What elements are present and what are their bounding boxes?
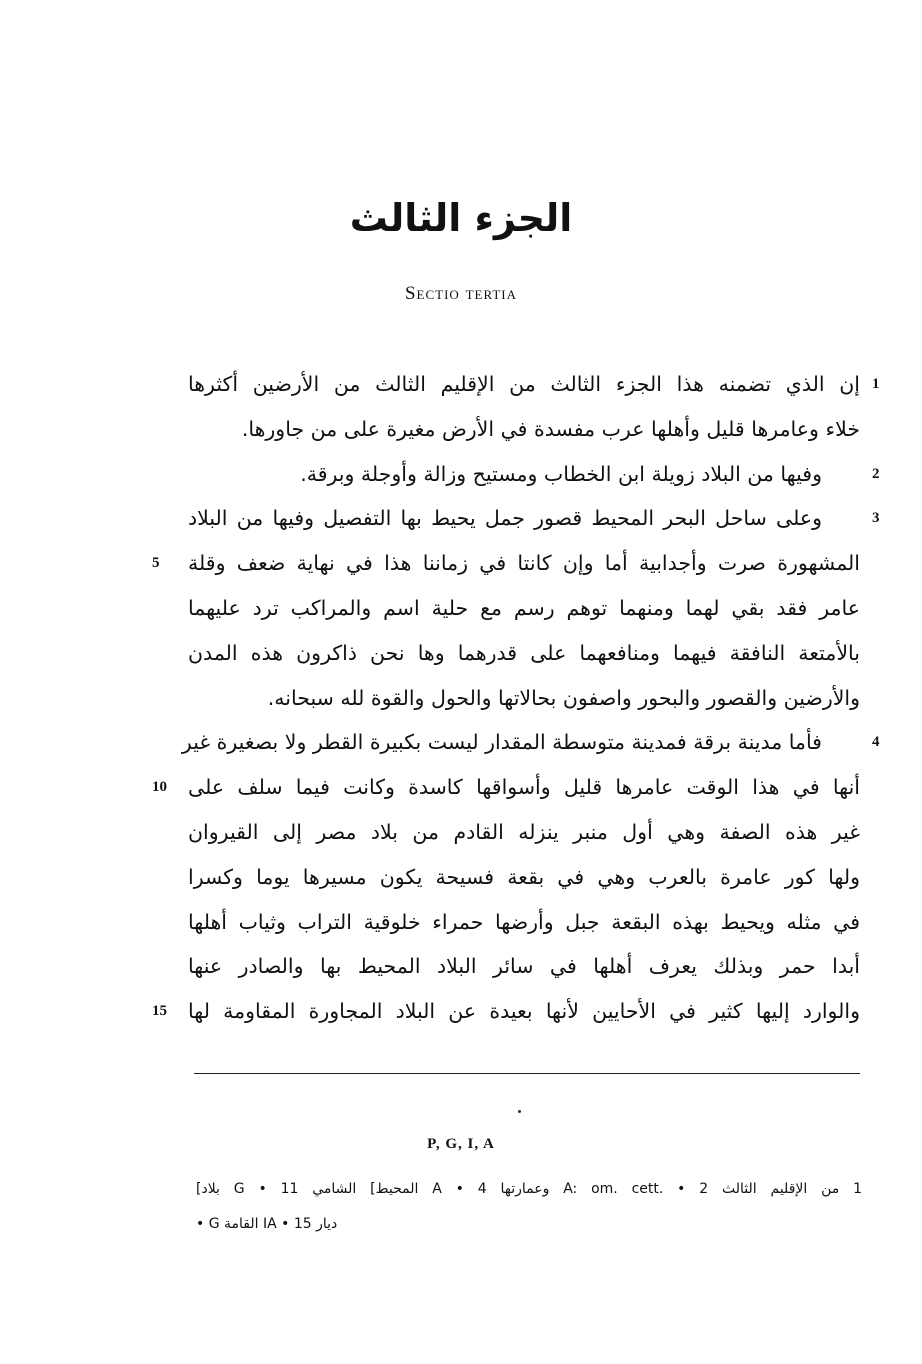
line-number: 15 <box>152 1003 167 1020</box>
manuscript-sigla: P, G, I, A <box>427 1136 495 1152</box>
text-line: وعلى ساحل البحر المحيط قصور جمل يحيط بها التفصيل وفيها من البلاد <box>188 506 822 531</box>
text-line: غير هذه الصفة وهي أول منبر ينزله القادم من بلاد مصر إلى القيروان <box>188 819 860 844</box>
paragraph-number: 4 <box>872 734 880 751</box>
line-number: 5 <box>152 555 160 572</box>
text-line: عامر فقد بقي لهما ومنهما توهم رسم مع حلية اسم والمراكب ترد عليهما <box>188 595 860 620</box>
text-line: في مثله ويحيط بهذه البقعة جبل وأرضها حمراء خلوقية التراب وثياب أهلها <box>188 909 860 934</box>
text-line: أبدا حمر وبذلك يعرف أهلها في سائر البلاد المحيط بها والصادر عنها <box>188 954 860 979</box>
print-speck <box>518 1110 521 1113</box>
text-line: والوارد إليها كثير في الأحايين لأنها بعيدة عن البلاد المجاورة المقاومة لها <box>188 999 860 1024</box>
critical-apparatus-line: 1 من الإقليم الثالث A: om. cett. • 2 وعمارتها A • 4 المحيط] الشامي G • 11 بلاد] <box>196 1181 863 1197</box>
text-line: بالأمتعة النافقة فيهما ومنافعهما على قدرهما وها نحن ذاكرون هذه المدن <box>188 640 860 665</box>
line-number: 10 <box>152 779 167 796</box>
text-line: ولها كور عامرة بالعرب وهي في بقعة فسيحة يكون مسيرها يوما وكسرا <box>188 864 860 889</box>
text-line: خلاء وعامرها قليل وأهلها عرب مفسدة في الأرض مغيرة على من جاورها. <box>241 416 860 441</box>
critical-apparatus-line: ديار IA • 15 القامة G • <box>196 1216 338 1232</box>
paragraph-number: 3 <box>872 510 880 527</box>
paragraph-number: 2 <box>872 465 880 482</box>
section-subtitle: Sectio tertia <box>404 283 518 304</box>
section-title: الجزء الثالث <box>349 196 573 240</box>
text-line: وفيها من البلاد زويلة ابن الخطاب ومستيح وزالة وأوجلة وبرقة. <box>300 461 822 486</box>
text-line: إن الذي تضمنه هذا الجزء الثالث من الإقليم الثالث من الأرضين أكثرها <box>188 372 860 396</box>
text-line: أنها في هذا الوقت عامرها قليل وأسواقها كاسدة وكانت فيما سلف على <box>188 775 860 800</box>
footnote-separator <box>194 1073 860 1074</box>
paragraph-number: 1 <box>872 376 880 392</box>
main-text <box>181 362 860 1034</box>
text-line: والأرضين والقصور والبحور واصفون بحالاتها والحول والقوة لله سبحانه. <box>267 685 860 710</box>
text-line: فأما مدينة برقة فمدينة متوسطة المقدار ليست بكبيرة القطر ولا بصغيرة غير <box>181 730 822 755</box>
text-line: المشهورة صرت وأجدابية أما وإن كانتا في زماننا هذا في نهاية ضعف وقلة <box>188 551 860 576</box>
